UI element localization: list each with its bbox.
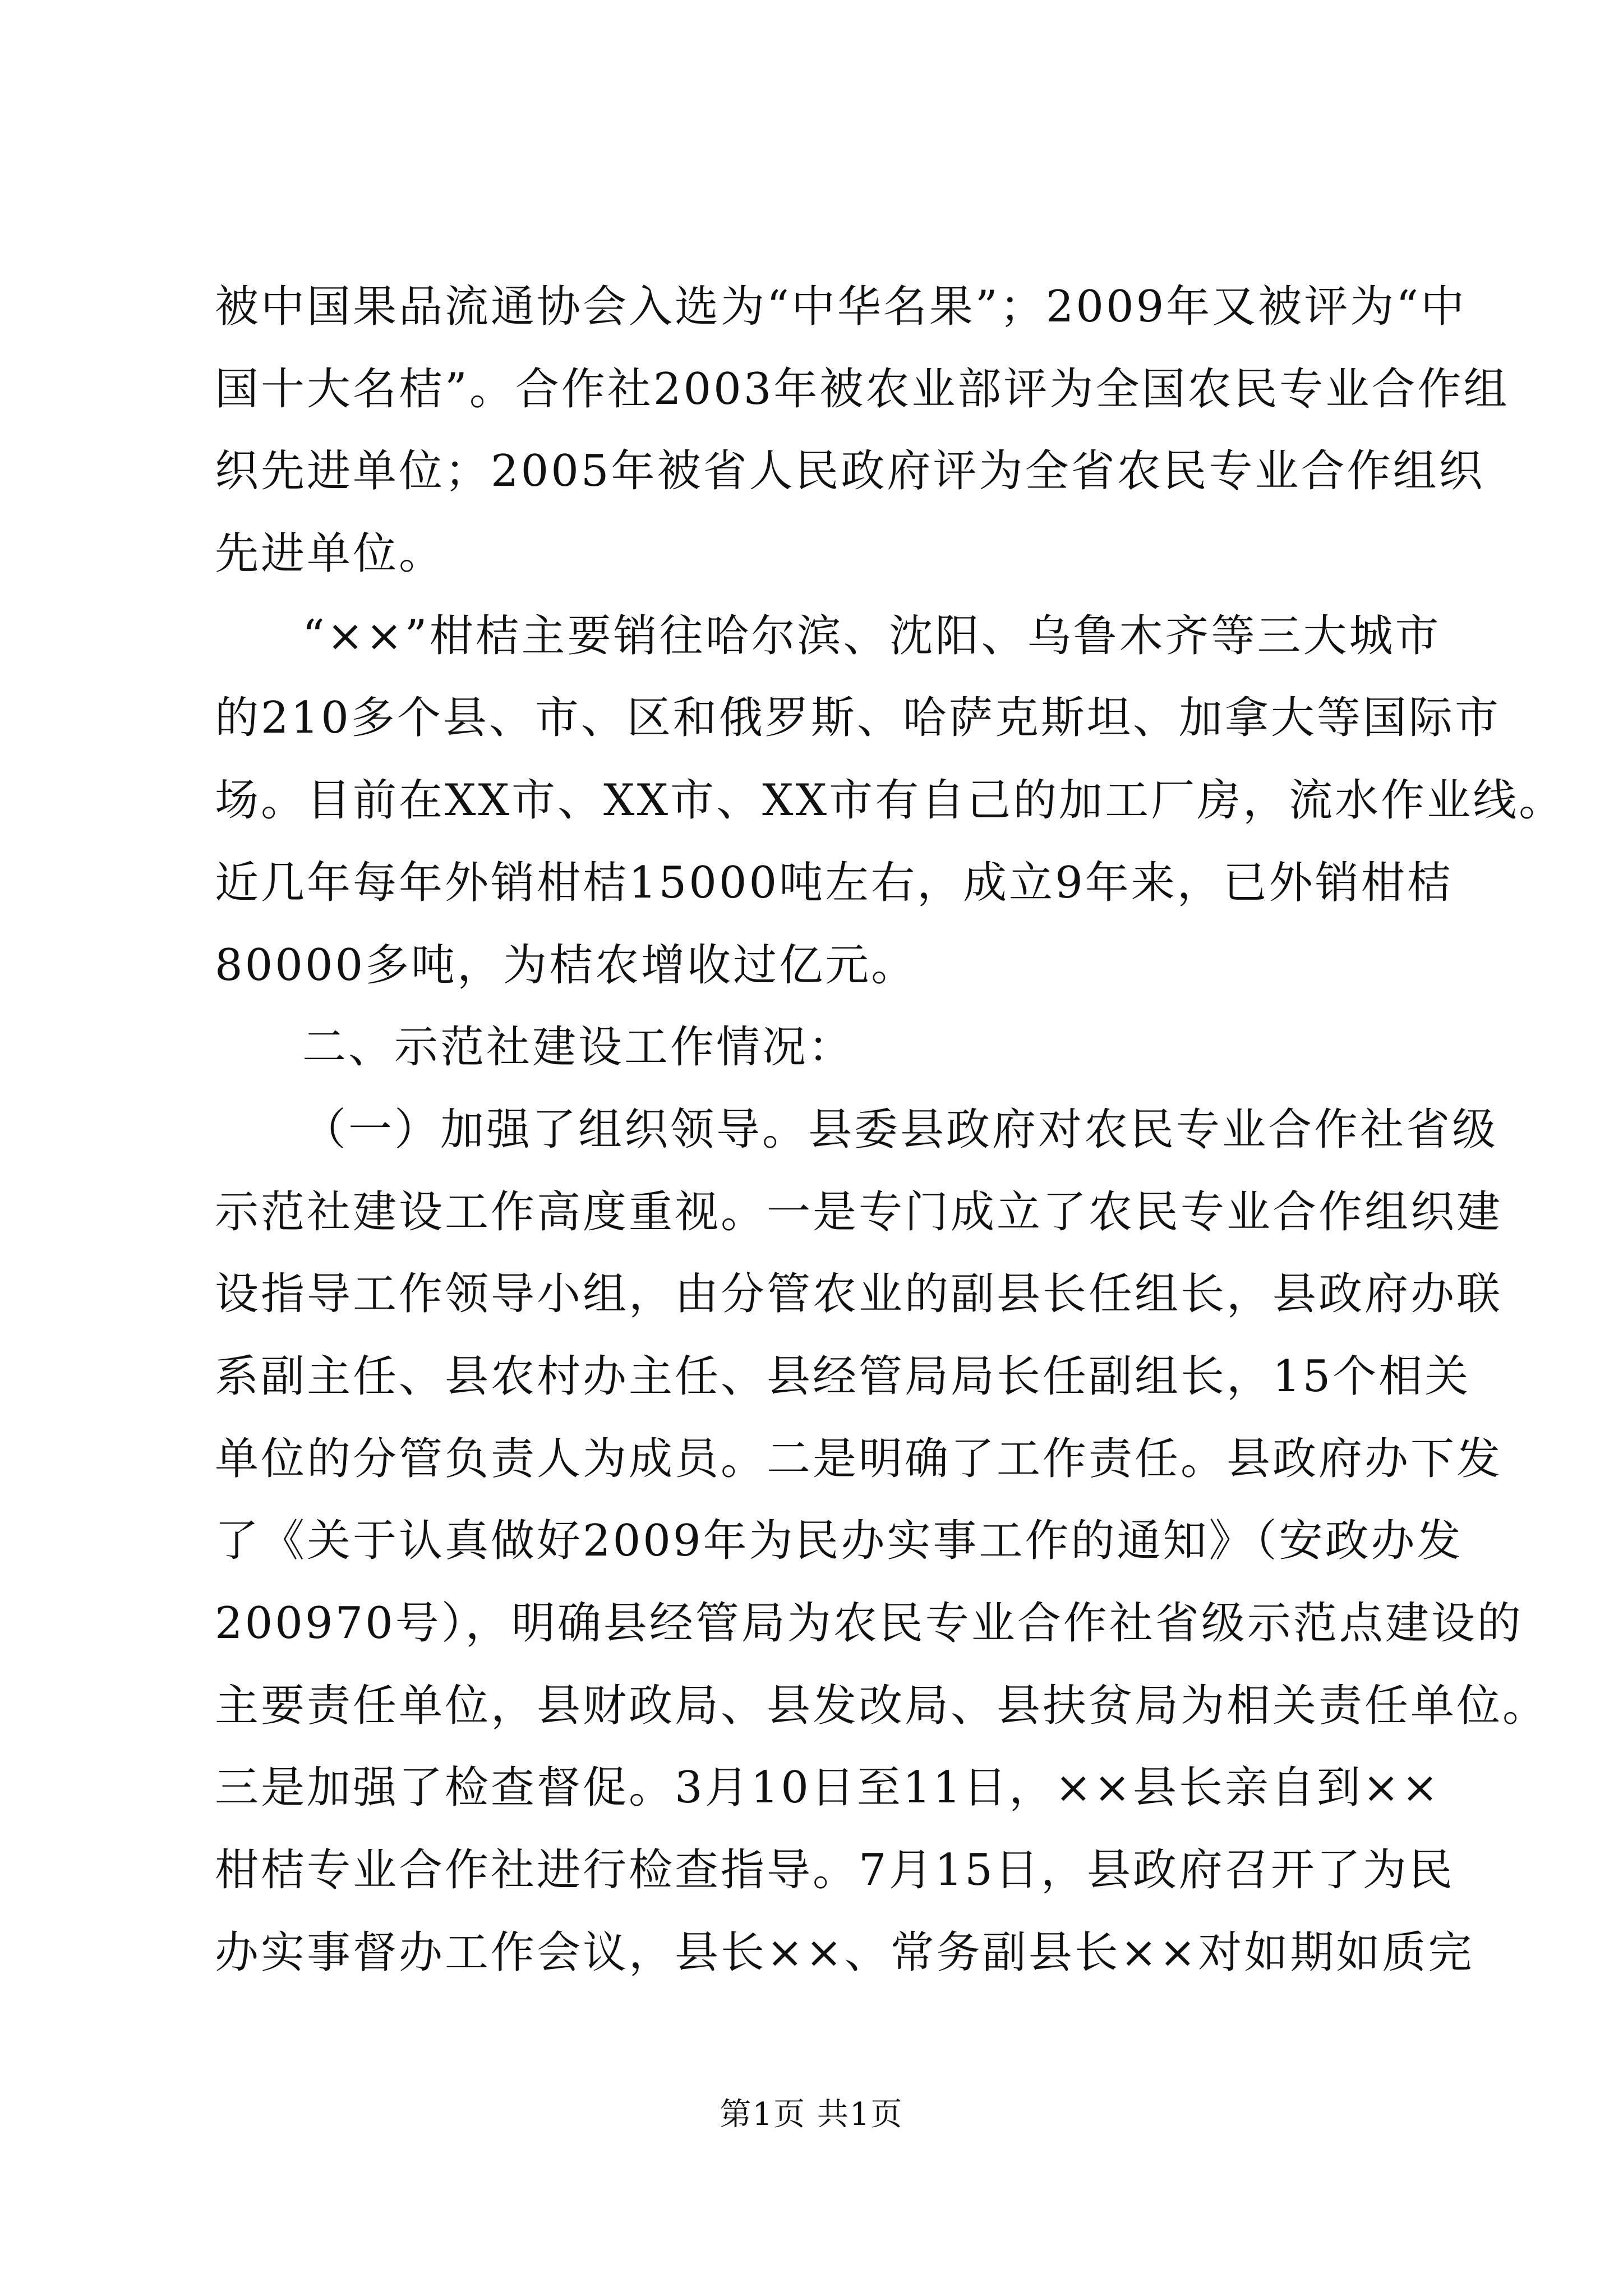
text-line: 主要责任单位，县财政局、县发改局、县扶贫局为相关责任单位。 <box>215 1680 1549 1731</box>
text-line: 织先进单位；2005年被省人民政府评为全省农民专业合作组织 <box>215 446 1485 497</box>
text-line: 示范社建设工作高度重视。一是专门成立了农民专业合作组织建 <box>215 1186 1503 1237</box>
text-line: 单位的分管负责人为成员。二是明确了工作责任。县政府办下发 <box>215 1433 1503 1484</box>
text-line: 200970号），明确县经管局为农民专业合作社省级示范点建设的 <box>215 1598 1523 1649</box>
text-line: 的210多个县、市、区和俄罗斯、哈萨克斯坦、加拿大等国际市 <box>215 693 1501 744</box>
text-line: 二、示范社建设工作情况： <box>302 1022 855 1073</box>
text-line: （一）加强了组织领导。县委县政府对农民专业合作社省级 <box>302 1104 1498 1155</box>
text-line: 办实事督办工作会议，县长××、常务副县长××对如期如质完 <box>215 1927 1474 1978</box>
text-line: 80000多吨，为桔农增收过亿元。 <box>215 940 917 991</box>
text-line: 场。目前在XX市、XX市、XX市有自己的加工厂房，流水作业线。 <box>215 775 1565 826</box>
page-footer: 第1页 共1页 <box>720 2096 903 2133</box>
document-body <box>215 266 1565 1994</box>
text-line: 柑桔专业合作社进行检查指导。7月15日，县政府召开了为民 <box>215 1845 1455 1896</box>
text-line: 系副主任、县农村办主任、县经管局局长任副组长，15个相关 <box>215 1351 1471 1402</box>
text-line: 国十大名桔”。合作社2003年被农业部评为全国农民专业合作组 <box>215 364 1510 415</box>
text-line: 先进单位。 <box>215 528 445 579</box>
text-line: 三是加强了检查督促。3月10日至11日，××县长亲自到×× <box>215 1763 1441 1814</box>
text-line: 了《关于认真做好2009年为民办实事工作的通知》（安政办发 <box>215 1516 1463 1567</box>
text-line: 近几年每年外销柑桔15000吨左右，成立9年来，已外销柑桔 <box>215 857 1453 908</box>
text-line: 设指导工作领导小组，由分管农业的副县长任组长，县政府办联 <box>215 1269 1503 1320</box>
text-line: 被中国果品流通协会入选为“中华名果”；2009年又被评为“中 <box>215 282 1467 332</box>
text-line: “××”柑桔主要销往哈尔滨、沈阳、乌鲁木齐等三大城市 <box>302 610 1441 661</box>
